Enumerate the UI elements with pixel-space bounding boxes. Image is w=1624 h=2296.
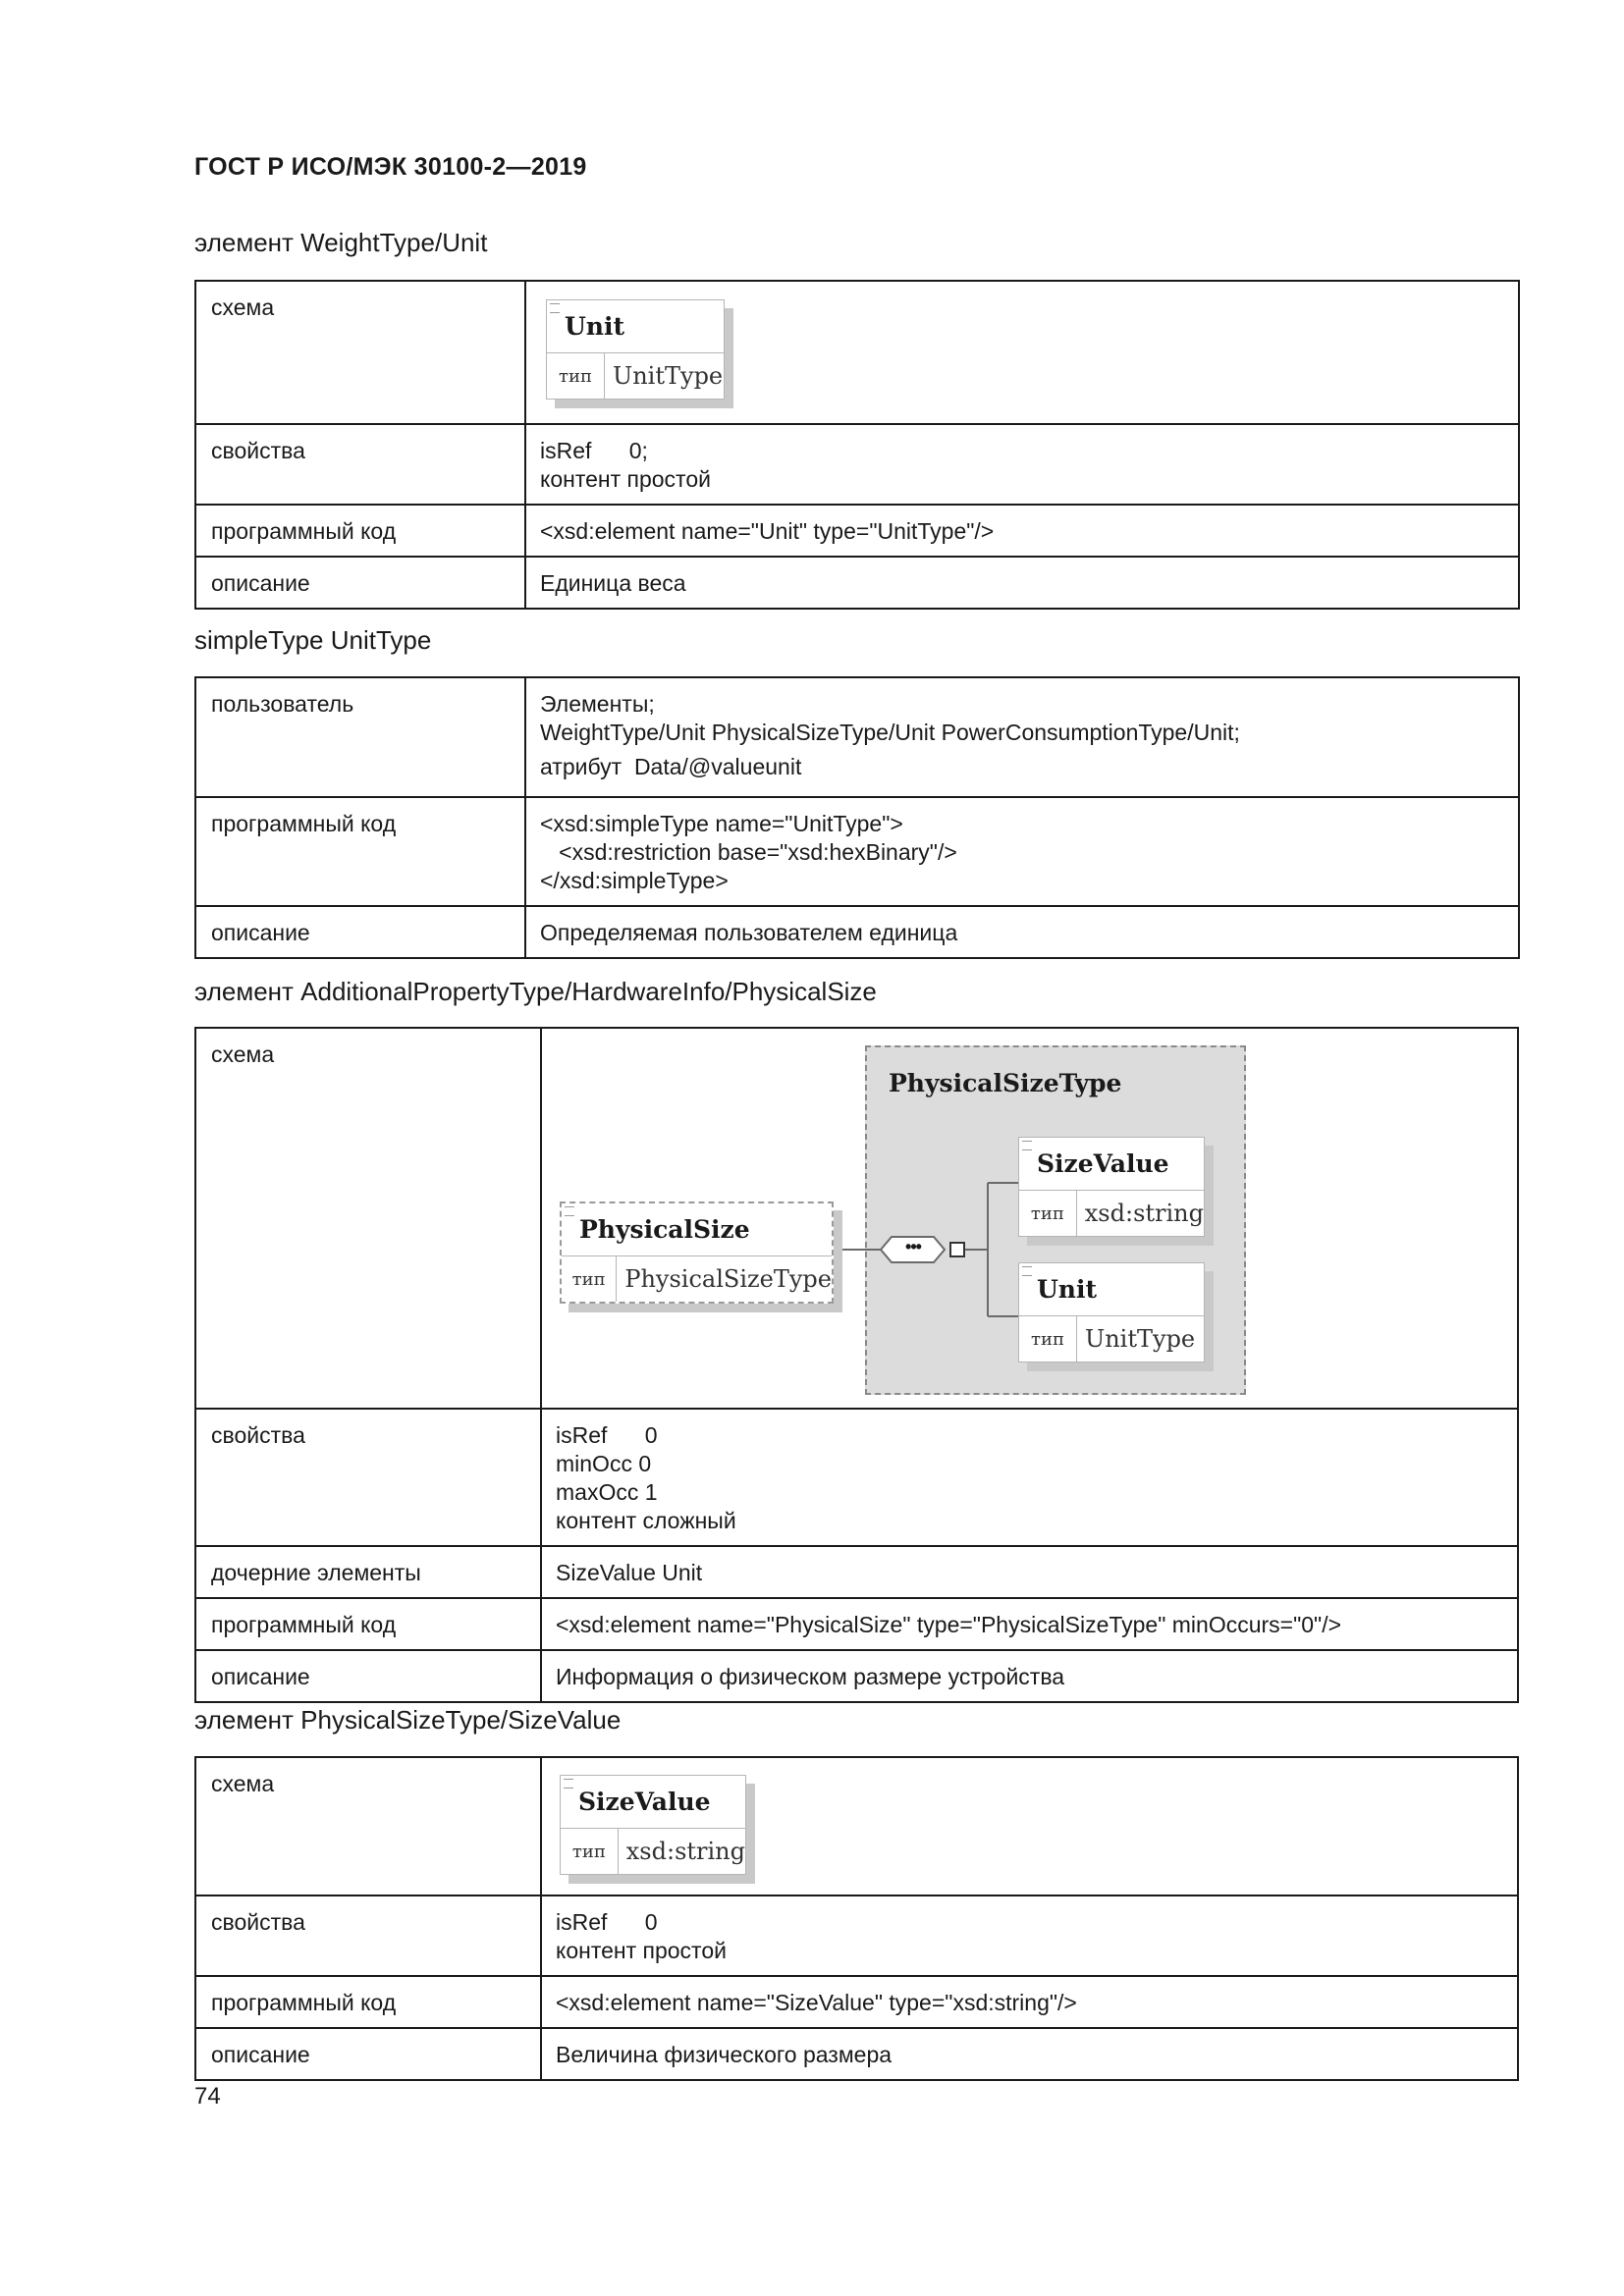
type-label: тип xyxy=(547,353,605,399)
row-label: описание xyxy=(195,557,525,609)
table-row xyxy=(195,2028,1518,2080)
table-physicalsize xyxy=(194,1027,1519,1703)
element-type-row xyxy=(1019,1190,1204,1236)
schema-cell xyxy=(541,1757,1518,1896)
row-label: свойства xyxy=(195,1896,541,1976)
code-line: <xsd:simpleType name="UnitType"> xyxy=(540,811,903,836)
property-line: контент сложный xyxy=(556,1508,736,1533)
code-cell: <xsd:element name="Unit" type="UnitType"/> xyxy=(525,505,1519,557)
section-title-sizevalue: элемент PhysicalSizeType/SizeValue xyxy=(194,1705,622,1735)
code-line: <xsd:restriction base="xsd:hexBinary"/> xyxy=(540,839,957,865)
table-unittype xyxy=(194,676,1520,959)
row-label: дочерние элементы xyxy=(195,1546,541,1598)
row-label: описание xyxy=(195,906,525,958)
property-line: isRef 0 xyxy=(556,1909,658,1935)
description-cell: Определяемая пользователем единица xyxy=(525,906,1519,958)
table-row xyxy=(195,1598,1518,1650)
element-name: SizeValue xyxy=(1037,1149,1169,1178)
properties-cell xyxy=(525,424,1519,505)
group-name: PhysicalSizeType xyxy=(889,1069,1122,1097)
table-row xyxy=(195,677,1519,797)
row-label: свойства xyxy=(195,424,525,505)
element-icon xyxy=(1022,1141,1032,1150)
code-cell xyxy=(525,797,1519,906)
type-value: xsd:string xyxy=(1084,1199,1204,1227)
element-icon xyxy=(550,303,560,313)
type-label: тип xyxy=(1019,1191,1077,1236)
page-number: 74 xyxy=(194,2083,221,2109)
element-icon xyxy=(564,1779,573,1789)
code-cell: <xsd:element name="PhysicalSize" type="PhysicalSizeType" minOccurs="0"/> xyxy=(541,1598,1518,1650)
row-label: схема xyxy=(195,1028,541,1409)
element-type-row xyxy=(562,1255,832,1302)
schema-element-unit xyxy=(1018,1262,1205,1362)
children-cell: SizeValue Unit xyxy=(541,1546,1518,1598)
element-type-row xyxy=(1019,1315,1204,1362)
user-line: Элементы; xyxy=(540,691,655,717)
schema-cell xyxy=(525,281,1519,424)
type-label: тип xyxy=(561,1829,619,1874)
element-name: Unit xyxy=(1037,1275,1098,1304)
user-line: атрибут Data/@valueunit xyxy=(540,754,802,779)
row-label: свойства xyxy=(195,1409,541,1546)
user-line: WeightType/Unit PhysicalSizeType/Unit PowerConsumptionType/Unit; xyxy=(540,720,1240,745)
element-name: Unit xyxy=(565,312,625,341)
type-label: тип xyxy=(562,1256,617,1302)
section-title-weighttype-unit: элемент WeightType/Unit xyxy=(194,228,488,257)
row-label: программный код xyxy=(195,1598,541,1650)
type-value: xsd:string xyxy=(625,1837,745,1865)
document-header: ГОСТ Р ИСО/МЭК 30100-2—2019 xyxy=(194,153,587,181)
expand-box xyxy=(950,1243,964,1256)
row-label: описание xyxy=(195,1650,541,1702)
code-cell: <xsd:element name="SizeValue" type="xsd:string"/> xyxy=(541,1976,1518,2028)
element-icon xyxy=(1022,1266,1032,1276)
type-value: UnitType xyxy=(1085,1324,1196,1353)
property-line: isRef 0; xyxy=(540,438,648,463)
row-label: описание xyxy=(195,2028,541,2080)
table-row xyxy=(195,906,1519,958)
table-row xyxy=(195,1028,1518,1409)
row-label: пользователь xyxy=(195,677,525,797)
description-cell: Величина физического размера xyxy=(541,2028,1518,2080)
properties-cell xyxy=(541,1409,1518,1546)
type-value: UnitType xyxy=(613,361,724,390)
users-cell xyxy=(525,677,1519,797)
table-sizevalue xyxy=(194,1756,1519,2081)
schema-element-physicalsize xyxy=(560,1201,834,1304)
table-row xyxy=(195,1546,1518,1598)
properties-cell xyxy=(541,1896,1518,1976)
property-line: minOcc 0 xyxy=(556,1451,652,1476)
table-row xyxy=(195,557,1519,609)
table-row xyxy=(195,1976,1518,2028)
schema-element-unit xyxy=(546,299,725,400)
table-row xyxy=(195,505,1519,557)
schema-element-sizevalue xyxy=(560,1775,746,1875)
property-line: maxOcc 1 xyxy=(556,1479,658,1505)
element-icon xyxy=(565,1206,574,1216)
element-name: PhysicalSize xyxy=(579,1215,750,1244)
description-cell: Единица веса xyxy=(525,557,1519,609)
table-weighttype-unit xyxy=(194,280,1520,610)
schema-element-sizevalue xyxy=(1018,1137,1205,1237)
table-row xyxy=(195,281,1519,424)
table-row xyxy=(195,1409,1518,1546)
row-label: программный код xyxy=(195,797,525,906)
table-row xyxy=(195,1757,1518,1896)
sequence-icon: ••• xyxy=(905,1237,921,1256)
schema-cell xyxy=(541,1028,1518,1409)
row-label: программный код xyxy=(195,505,525,557)
table-row xyxy=(195,1650,1518,1702)
property-line: контент простой xyxy=(556,1938,727,1963)
row-label: схема xyxy=(195,281,525,424)
type-label: тип xyxy=(1019,1316,1077,1362)
code-line: </xsd:simpleType> xyxy=(540,868,729,893)
element-type-row xyxy=(547,352,724,399)
table-row xyxy=(195,797,1519,906)
table-row xyxy=(195,1896,1518,1976)
table-row xyxy=(195,424,1519,505)
description-cell: Информация о физическом размере устройства xyxy=(541,1650,1518,1702)
property-line: isRef 0 xyxy=(556,1422,658,1448)
section-title-unittype: simpleType UnitType xyxy=(194,625,432,655)
type-value: PhysicalSizeType xyxy=(624,1264,832,1293)
element-name: SizeValue xyxy=(578,1788,711,1816)
row-label: программный код xyxy=(195,1976,541,2028)
row-label: схема xyxy=(195,1757,541,1896)
element-type-row xyxy=(561,1828,745,1874)
property-line: контент простой xyxy=(540,466,711,492)
section-title-physicalsize: элемент AdditionalPropertyType/HardwareInfo/PhysicalSize xyxy=(194,977,877,1006)
